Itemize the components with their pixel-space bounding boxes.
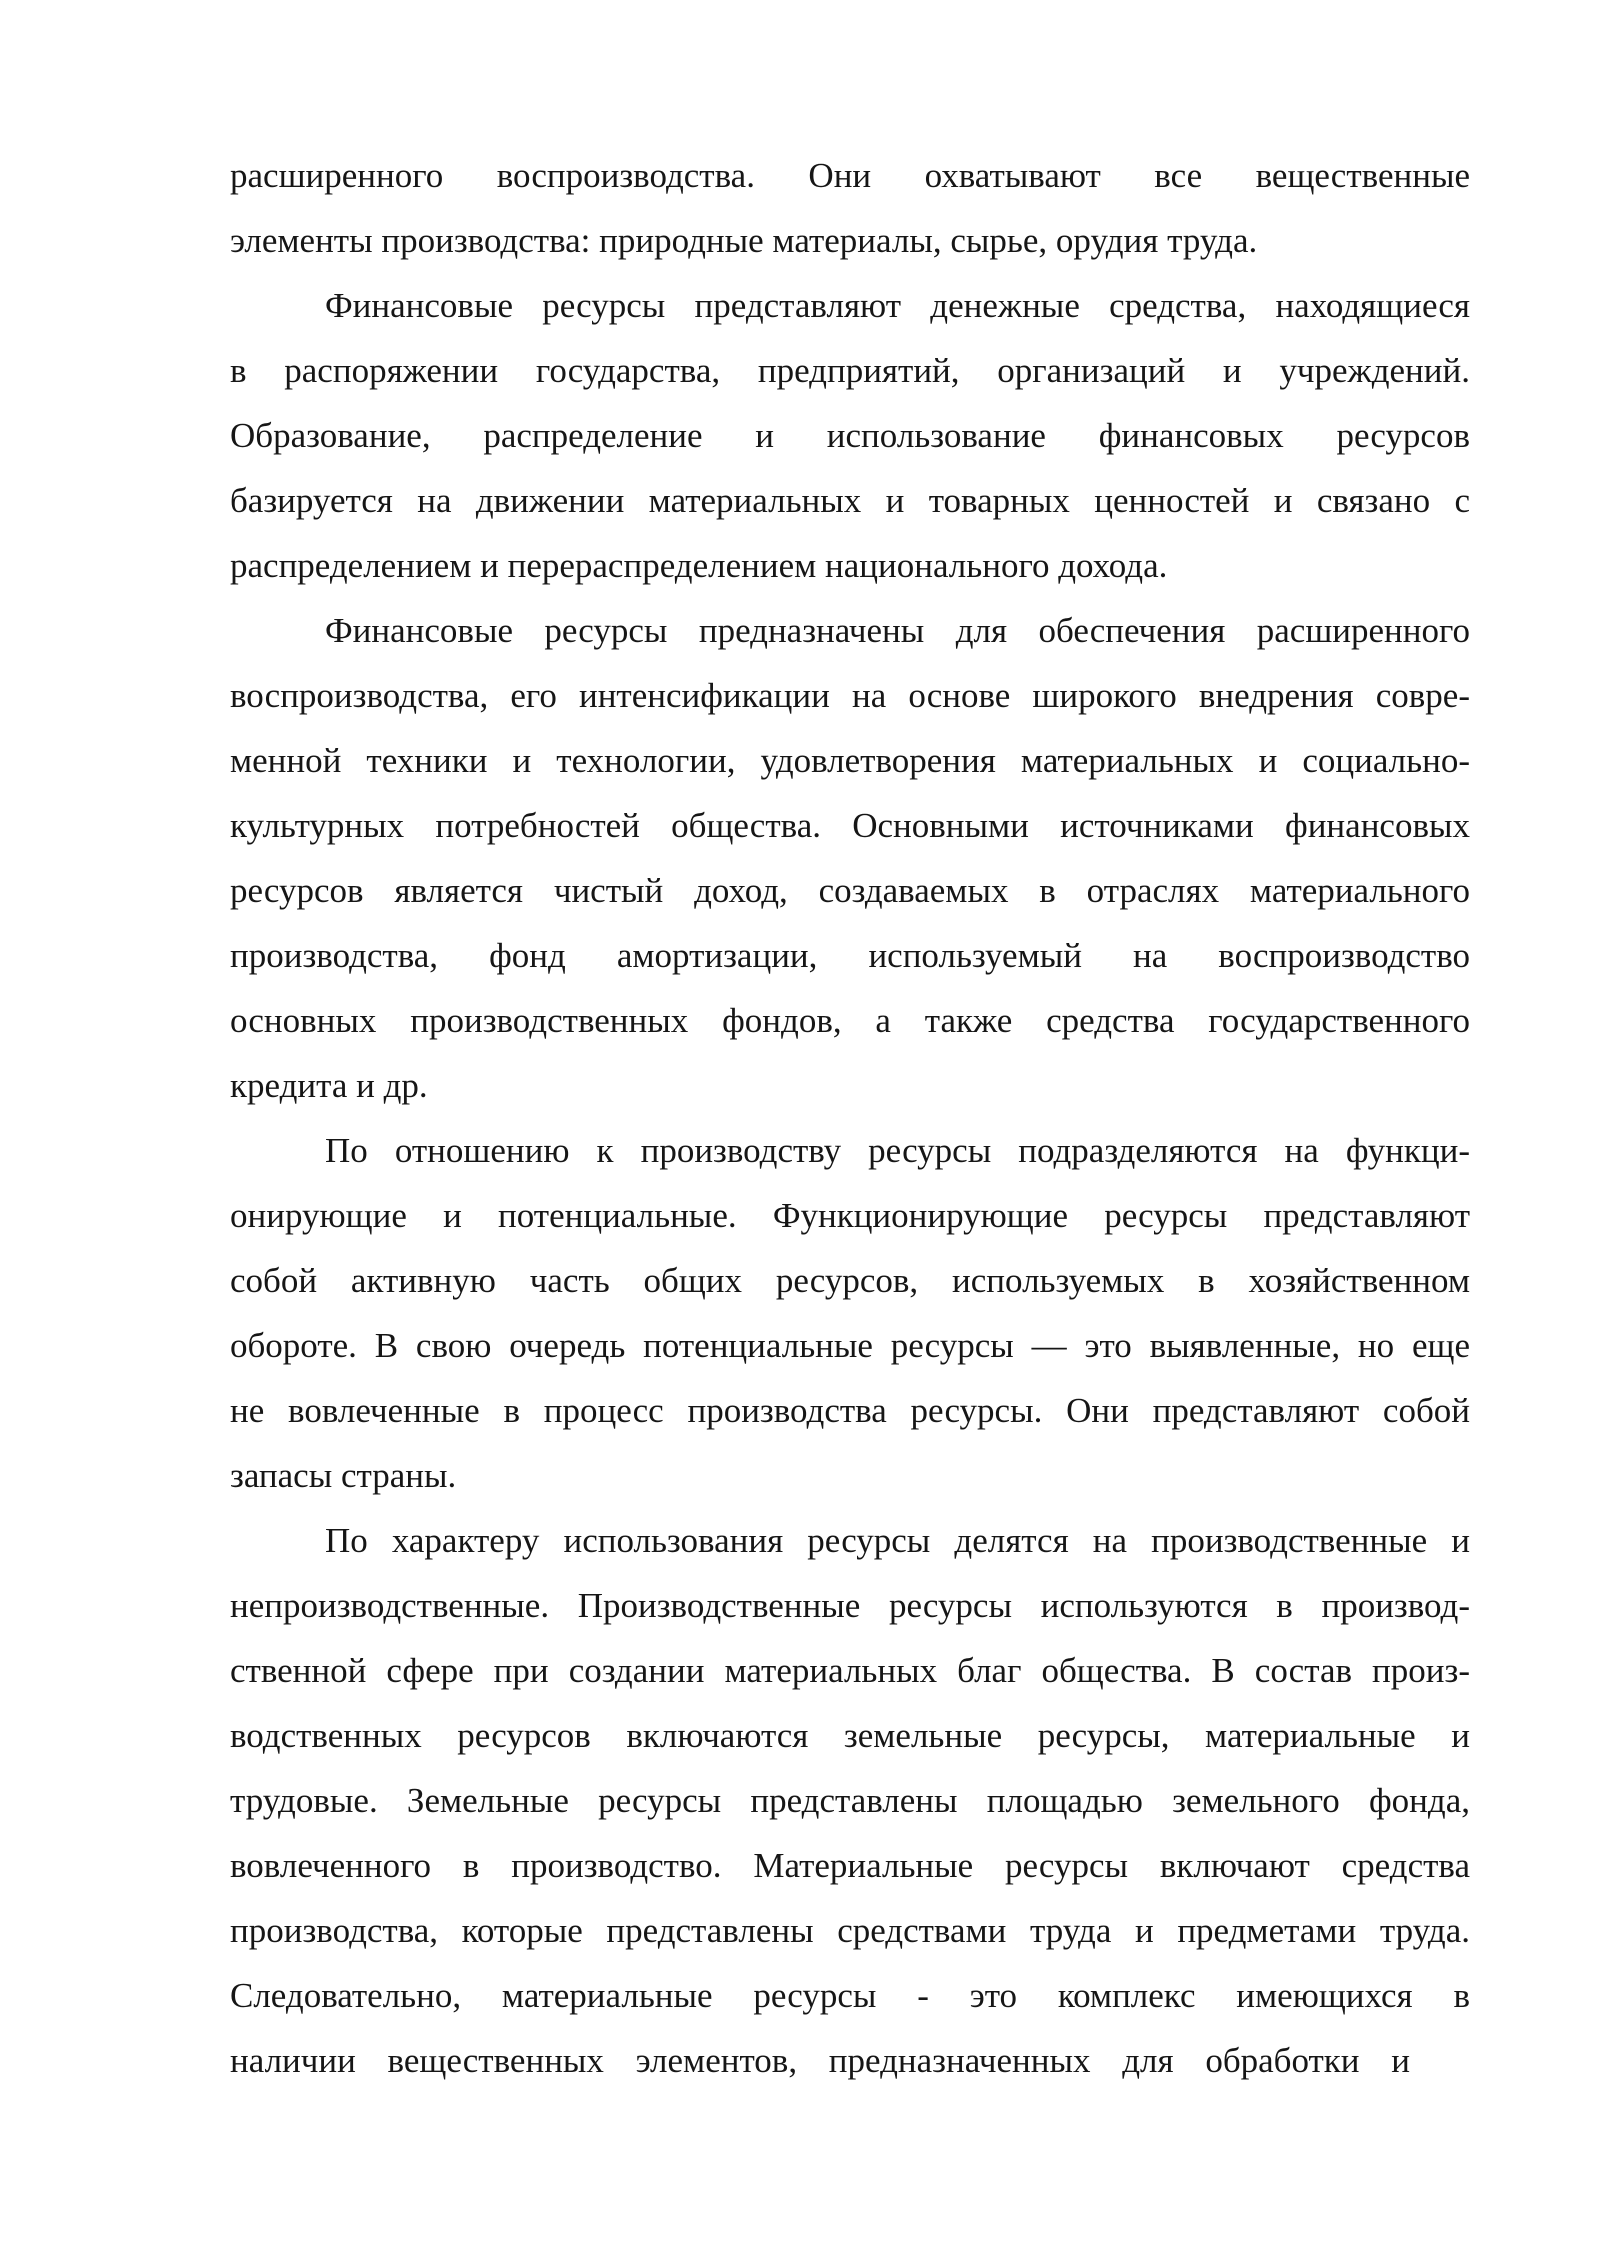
text-line: непроизводственные. Производственные ресурсы используются в производ- <box>230 1586 1470 1625</box>
text-line: Образование, распределение и использование финансовых ресурсов <box>230 416 1470 455</box>
text-line: наличии вещественных элементов, предназначенных для обработки и <box>230 2041 1410 2080</box>
paragraph-first-line: По отношению к производству ресурсы подразделяются на функци- <box>325 1131 1470 1170</box>
text-line: воспроизводства, его интенсификации на основе широкого внедрения совре- <box>230 676 1470 715</box>
paragraph-first-line: Финансовые ресурсы представляют денежные средства, находящиеся <box>325 286 1470 325</box>
text-line: не вовлеченные в процесс производства ресурсы. Они представляют собой <box>230 1391 1470 1430</box>
text-line: основных производственных фондов, а также средства государственного <box>230 1001 1470 1040</box>
text-line: онирующие и потенциальные. Функционирующие ресурсы представляют <box>230 1196 1470 1235</box>
paragraph-first-line: Финансовые ресурсы предназначены для обеспечения расширенного <box>325 611 1470 650</box>
text-line: вовлеченного в производство. Материальные ресурсы включают средства <box>230 1846 1470 1885</box>
text-line: элементы производства: природные материалы, сырье, орудия труда. <box>230 221 1258 260</box>
text-line: запасы страны. <box>230 1456 457 1495</box>
text-line: ресурсов является чистый доход, создаваемых в отраслях материального <box>230 871 1470 910</box>
text-line: производства, фонд амортизации, используемый на воспроизводство <box>230 936 1470 975</box>
text-line: культурных потребностей общества. Основными источниками финансовых <box>230 806 1470 845</box>
text-line: производства, которые представлены средствами труда и предметами труда. <box>230 1911 1470 1950</box>
text-line: собой активную часть общих ресурсов, используемых в хозяйственном <box>230 1261 1470 1300</box>
paragraph-first-line: По характеру использования ресурсы делятся на производственные и <box>325 1521 1470 1560</box>
text-line: менной техники и технологии, удовлетворения материальных и социально- <box>230 741 1470 780</box>
text-line: кредита и др. <box>230 1066 428 1105</box>
text-line: базируется на движении материальных и товарных ценностей и связано с <box>230 481 1470 520</box>
text-line: обороте. В свою очередь потенциальные ресурсы — это выявленные, но еще <box>230 1326 1470 1365</box>
text-line: распределением и перераспределением национального дохода. <box>230 546 1168 585</box>
text-line: ственной сфере при создании материальных благ общества. В состав произ- <box>230 1651 1470 1690</box>
text-line: Следовательно, материальные ресурсы - это комплекс имеющихся в <box>230 1976 1470 2015</box>
text-line: расширенного воспроизводства. Они охватывают все вещественные <box>230 156 1470 195</box>
text-line: трудовые. Земельные ресурсы представлены площадью земельного фонда, <box>230 1781 1470 1820</box>
document-body <box>230 143 1470 2093</box>
text-line: водственных ресурсов включаются земельные ресурсы, материальные и <box>230 1716 1470 1755</box>
text-line: в распоряжении государства, предприятий, организаций и учреждений. <box>230 351 1470 390</box>
